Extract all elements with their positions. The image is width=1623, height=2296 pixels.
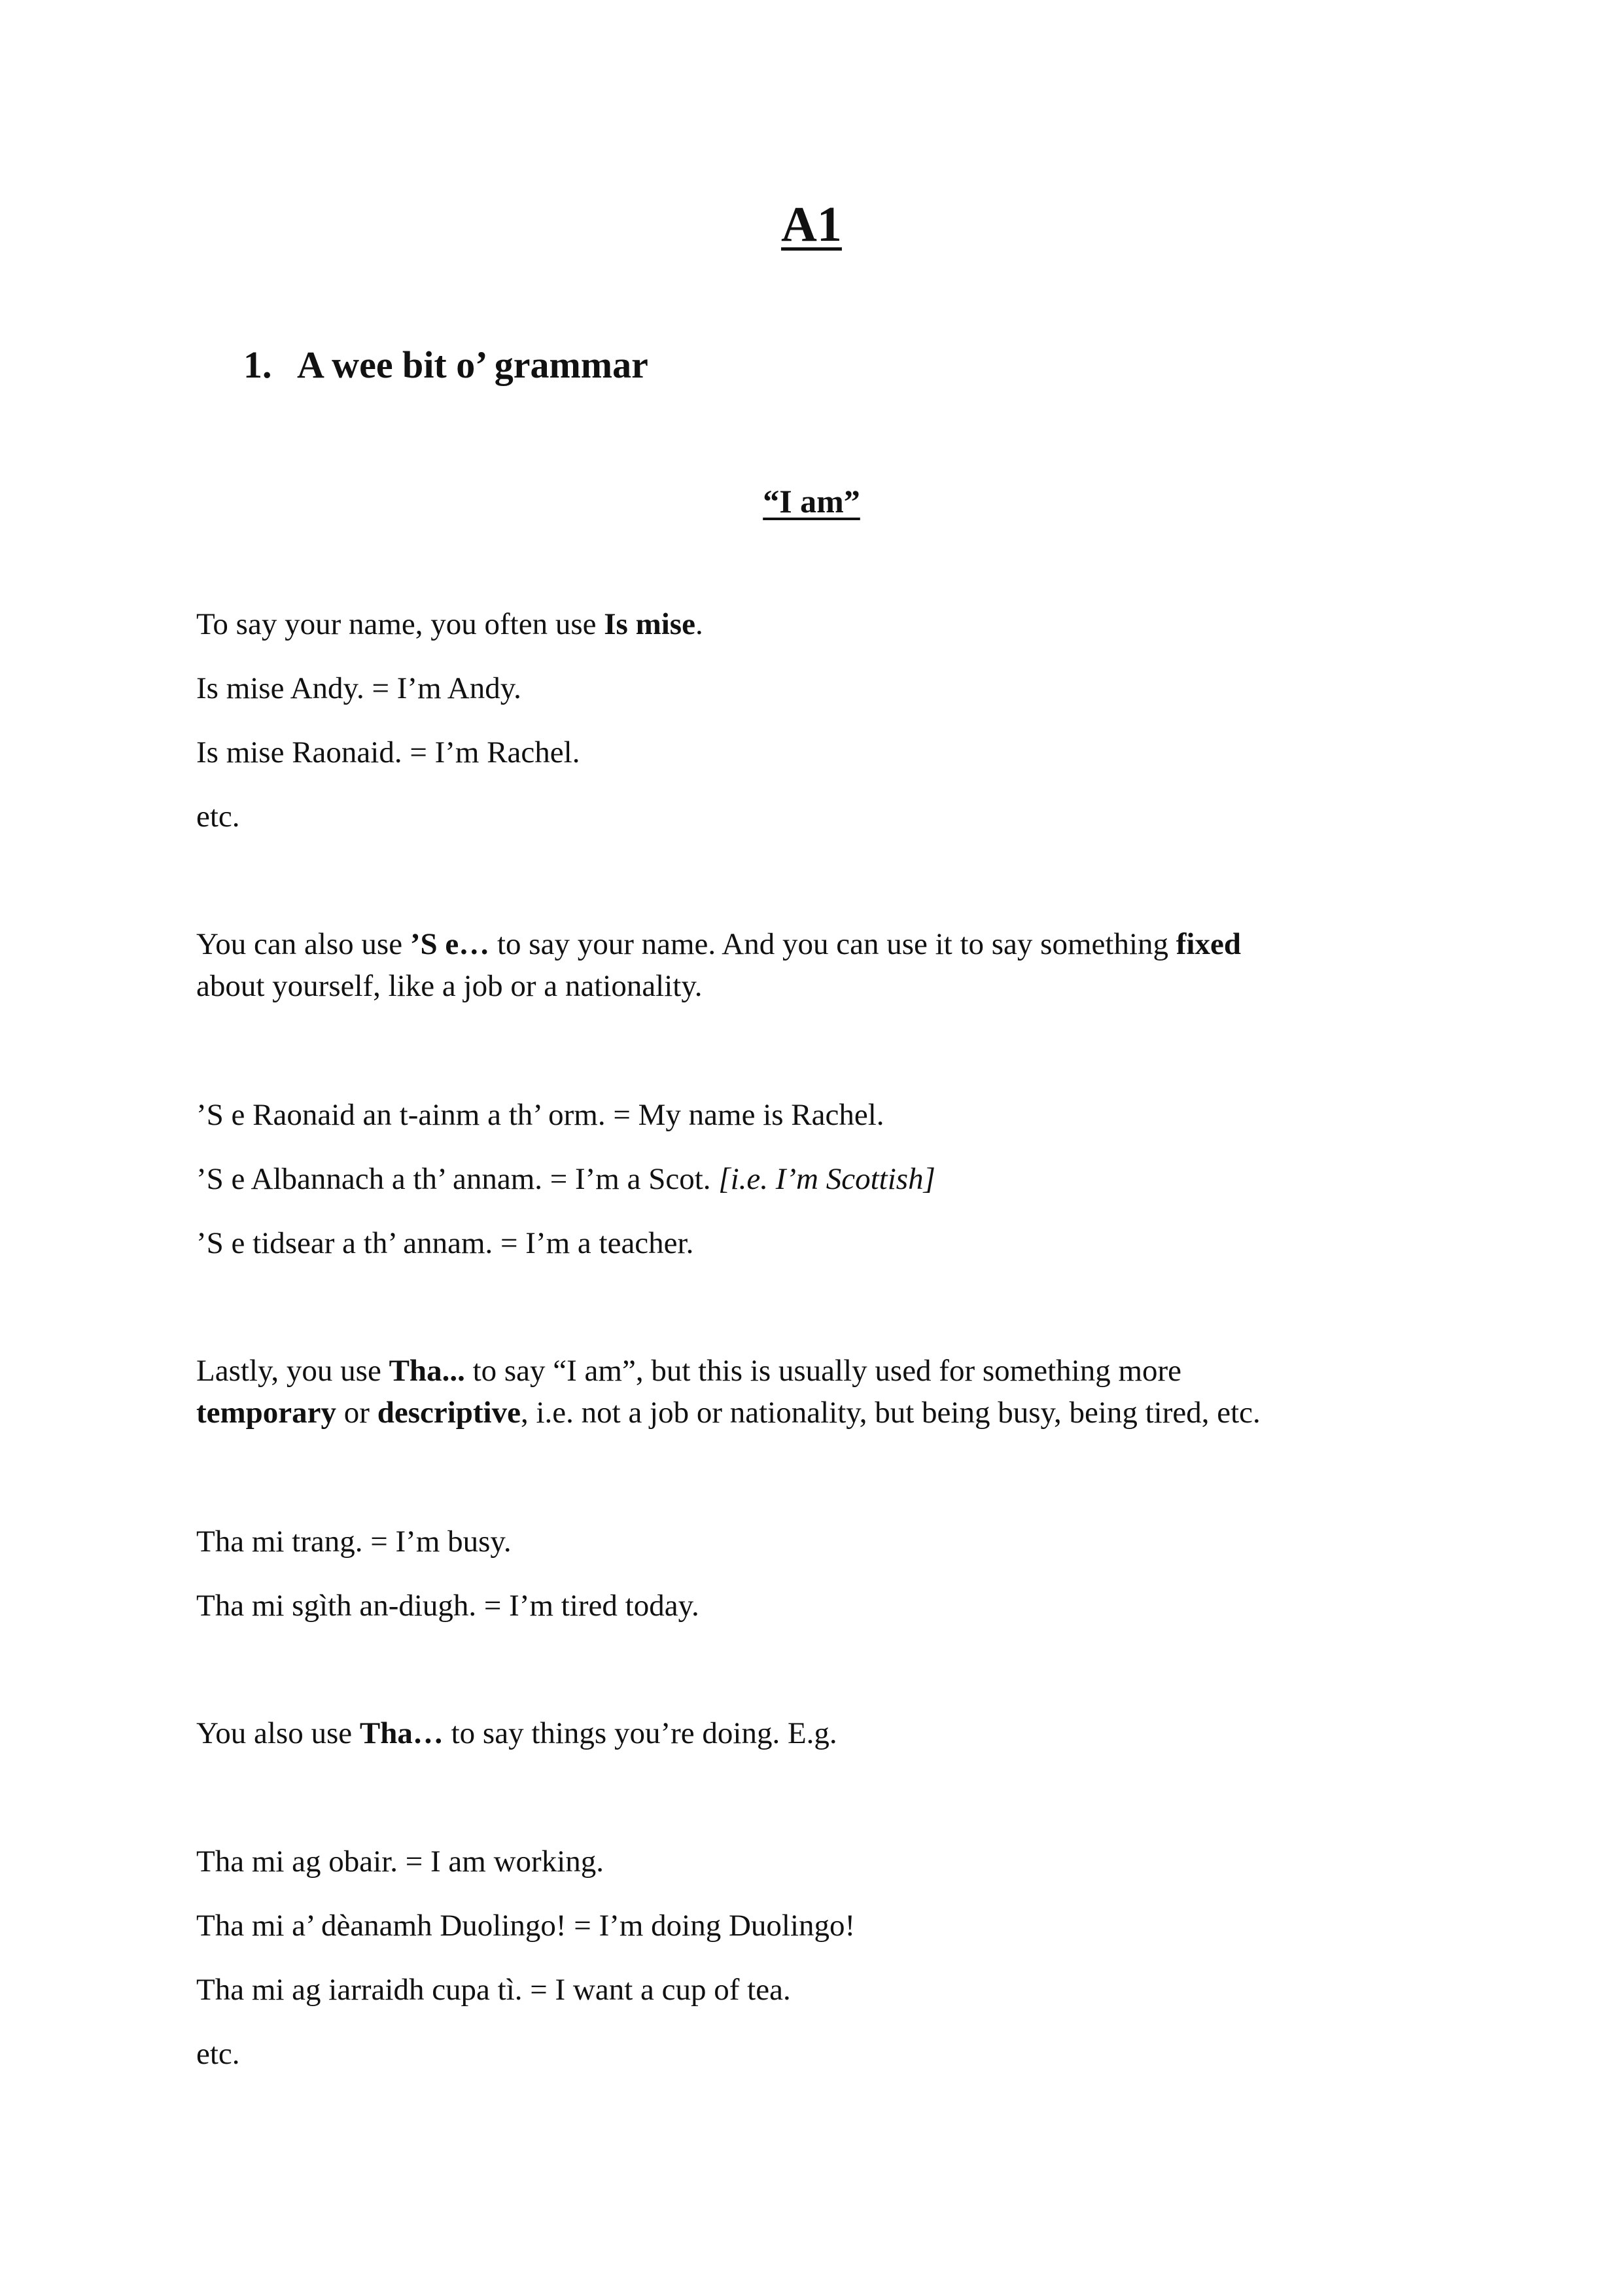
p2-example-3: ’S e tidsear a th’ annam. = I’m a teacher.	[196, 1226, 694, 1260]
p1-example-2: Is mise Raonaid. = I’m Rachel.	[196, 735, 580, 769]
p4-etc: etc.	[196, 2037, 240, 2071]
p2-text-c: to say your name. And you can use it to say something	[489, 927, 1176, 961]
p3-example-1: Tha mi trang. = I’m busy.	[196, 1525, 512, 1559]
p2-example-2-text: ’S e Albannach a th’ annam. = I’m a Scot.	[196, 1162, 719, 1196]
p1-intro-bold: Is mise	[604, 607, 695, 641]
p1-intro-text: To say your name, you often use	[196, 607, 604, 641]
p3-text-g: , i.e. not a job or nationality, but being busy, being tired, etc.	[520, 1396, 1261, 1430]
p2-line-2: about yourself, like a job or a nationality.	[196, 969, 703, 1003]
p1-intro-end: .	[695, 607, 703, 641]
p2-text-a: You can also use	[196, 927, 410, 961]
p2-line-1	[196, 923, 1426, 965]
p4-example-3: Tha mi ag iarraidh cupa tì. = I want a cup of tea.	[196, 1973, 791, 2007]
p1-example-1: Is mise Andy. = I’m Andy.	[196, 671, 521, 705]
p3-example-2: Tha mi sgìth an-diugh. = I’m tired today.	[196, 1589, 699, 1623]
p4-example-2: Tha mi a’ dèanamh Duolingo! = I’m doing Duolingo!	[196, 1909, 856, 1943]
p2-bold-fixed: fixed	[1176, 927, 1241, 961]
subheading-i-am: “I am”	[763, 483, 860, 520]
p3-text-c: to say “I am”, but this is usually used for something more	[464, 1354, 1182, 1388]
p2-example-2-note: [i.e. I’m Scottish]	[718, 1162, 935, 1196]
section-number: 1.	[243, 344, 272, 386]
p2-example-2	[196, 1158, 1426, 1200]
p3-bold-temporary: temporary	[196, 1396, 337, 1430]
p3-text-a: Lastly, you use	[196, 1354, 389, 1388]
p3-line-1	[196, 1350, 1426, 1392]
p3-bold-tha: Tha...	[389, 1354, 465, 1388]
p2-bold-se: ’S e…	[410, 927, 490, 961]
p3-bold-descriptive: descriptive	[377, 1396, 521, 1430]
p1-intro	[196, 603, 1426, 645]
p3-line-2	[196, 1392, 1426, 1434]
p4-text-a: You also use	[196, 1716, 360, 1750]
p4-text-c: to say things you’re doing. E.g.	[443, 1716, 837, 1750]
section-heading	[243, 343, 648, 387]
p1-etc: etc.	[196, 800, 240, 834]
p4-intro	[196, 1712, 1426, 1754]
p2-example-1: ’S e Raonaid an t-ainm a th’ orm. = My name is Rachel.	[196, 1098, 884, 1132]
p3-text-or: or	[336, 1396, 377, 1430]
p4-bold-tha: Tha…	[359, 1716, 444, 1750]
section-heading-text: A wee bit o’ grammar	[297, 344, 648, 386]
p4-example-1: Tha mi ag obair. = I am working.	[196, 1845, 604, 1879]
document-title: A1	[781, 197, 842, 252]
